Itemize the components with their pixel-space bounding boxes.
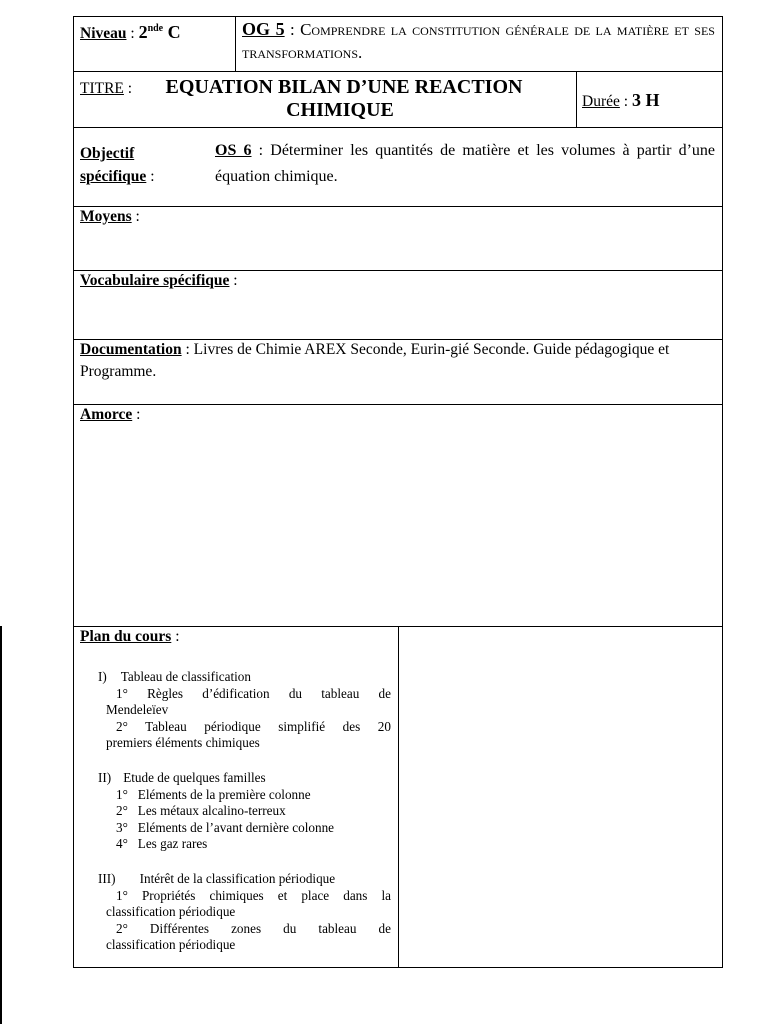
titre-label-wrap: TITRE :	[80, 80, 133, 97]
plan-s2-item: 3° Eléments de l’avant dernière colonne	[116, 819, 335, 835]
niveau-label: Niveau	[80, 25, 127, 42]
og-objective	[242, 18, 715, 65]
moyens-label-wrap: Moyens :	[80, 208, 140, 225]
left-margin-line	[0, 626, 2, 1024]
plan-s3-item-1a: 1° Propriétés chimiques et place dans la	[116, 887, 391, 903]
amorce-label-wrap: Amorce :	[80, 406, 141, 423]
duree-label: Durée	[582, 93, 620, 110]
plan-s1-item-2b: premiers éléments chimiques	[106, 735, 260, 751]
plan-s3-item-2a: 2° Différentes zones du tableau de	[116, 920, 391, 936]
plan-s3-title: Intérêt de la classification périodique	[139, 871, 336, 886]
niveau-text: Niveau : 2nde C	[80, 22, 181, 42]
lesson-title-line1: EQUATION BILAN D’UNE REACTION	[165, 76, 523, 98]
og-label: OG 5	[242, 19, 285, 39]
amorce-cell	[73, 404, 723, 627]
os6-label: OS 6	[215, 142, 252, 159]
duree-text: Durée : 3 H	[582, 90, 660, 110]
documentation-label: Documentation	[80, 341, 182, 358]
vocabulaire-label-wrap: Vocabulaire spécifique :	[80, 272, 238, 289]
titre-label: TITRE	[80, 80, 124, 97]
lesson-title	[150, 76, 570, 122]
plan-label-wrap: Plan du cours :	[80, 628, 180, 645]
plan-section-2: II) Etude de quelques familles 1° Eléments de la première colonne 2° Les métaux alcalino-terreux 3° Eléments de l’avant dernière colonne 4° Les gaz rares	[98, 770, 391, 853]
plan-s2-item: 1° Eléments de la première colonne	[116, 786, 311, 802]
plan-s2-item: 2° Les métaux alcalino-terreux	[116, 803, 286, 819]
plan-s1-title: Tableau de classification	[120, 669, 251, 684]
vocabulaire-label: Vocabulaire spécifique	[80, 272, 230, 289]
plan-right-cell	[398, 626, 723, 968]
plan-s3-item-2b: classification périodique	[106, 937, 236, 953]
plan-label: Plan du cours	[80, 628, 172, 645]
moyens-label: Moyens	[80, 208, 132, 225]
plan-s2-title: Etude de quelques familles	[123, 770, 266, 785]
plan-section-1: I) Tableau de classification 1° Règles d’édification du tableau de Mendeleïev 2° Tableau périodique simplifié des 20 premiers éléments chimiques	[98, 669, 391, 751]
os6-text: OS 6 : Déterminer les quantités de matière et les volumes à partir d’une équation chimique.	[215, 142, 715, 185]
plan-s2-item: 4° Les gaz rares	[116, 836, 208, 852]
plan-s1-item-1b: Mendeleïev	[106, 702, 169, 718]
amorce-label: Amorce	[80, 406, 133, 423]
plan-s1-item-2a: 2° Tableau périodique simplifié des 20	[116, 718, 391, 734]
documentation-text: Documentation : Livres de Chimie AREX Seconde, Eurin-gié Seconde. Guide pédagogique et Programme.	[80, 341, 670, 380]
objectif-divider	[73, 127, 209, 128]
plan-s3-item-1b: classification périodique	[106, 904, 236, 920]
lesson-title-line2: CHIMIQUE	[286, 99, 394, 121]
og-text: : Comprendre la constitution générale de la matière et ses transformations.	[242, 20, 715, 62]
plan-section-3: III) Intérêt de la classification périodique 1° Propriétés chimiques et place dans la classification périodique 2° Différentes zones du tableau de classification périodique	[98, 871, 391, 953]
moyens-cell	[73, 206, 723, 271]
objectif-label: Objectif spécifique :	[80, 145, 155, 185]
niveau-value: 2nde C	[138, 22, 181, 42]
plan-s1-item-1a: 1° Règles d’édification du tableau de	[116, 685, 391, 701]
duree-value: 3 H	[631, 90, 660, 110]
